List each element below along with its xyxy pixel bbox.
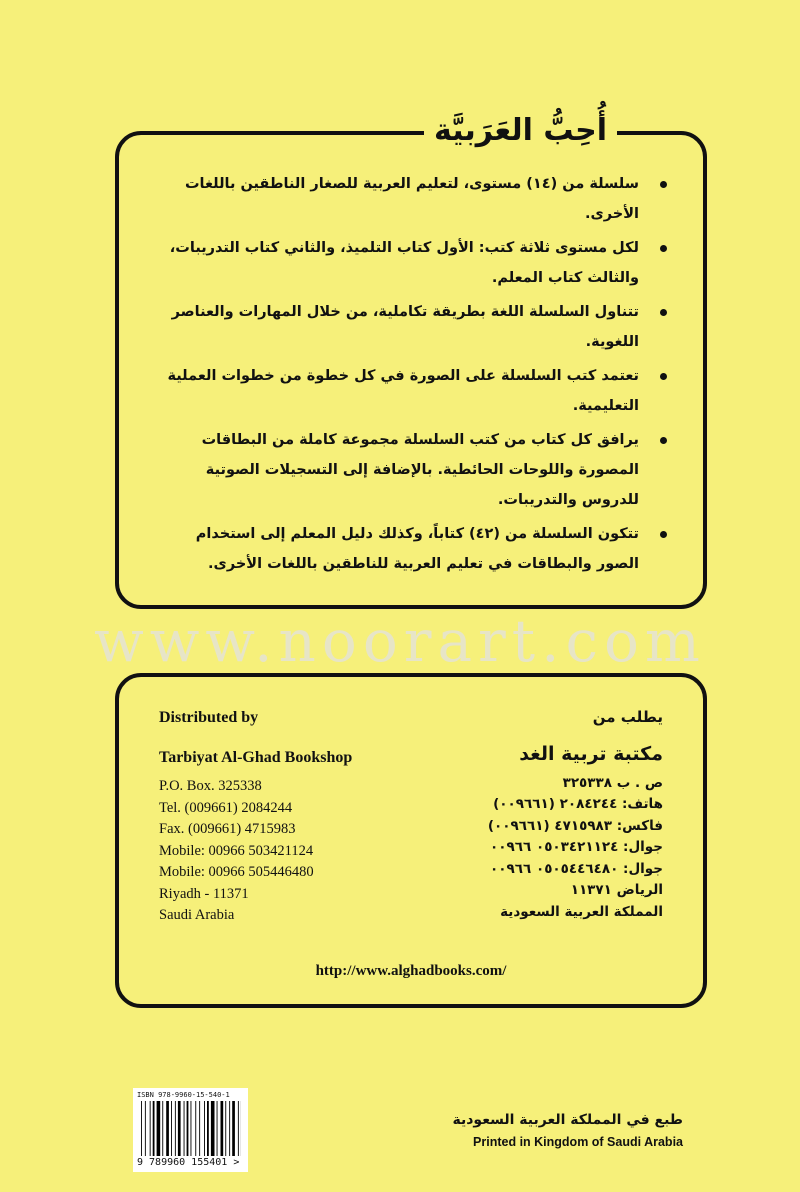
barcode-bar	[187, 1101, 189, 1156]
barcode-bar	[141, 1101, 142, 1156]
distributor-box	[115, 673, 707, 1008]
contact-en	[159, 776, 352, 927]
mobile-en: Mobile: 00966 505446480	[159, 862, 352, 884]
barcode-bar	[225, 1101, 226, 1156]
barcode-bar	[162, 1101, 163, 1156]
distributed-by-label: Distributed by	[159, 707, 352, 729]
feature-item: يرافق كل كتاب من كتب السلسلة مجموعة كاملة من البطاقات المصورة واللوحات الحائطية. بالإضافة إلى التسجيلات الصوتية للدروس والتدريبات.	[149, 425, 673, 515]
barcode-bar	[178, 1101, 181, 1156]
watermark-row	[0, 609, 800, 673]
bookshop-name-en: Tarbiyat Al-Ghad Bookshop	[159, 747, 352, 769]
barcode-bar	[204, 1101, 205, 1156]
barcode-bar	[199, 1101, 200, 1156]
contact-ar	[488, 773, 663, 924]
isbn-text: ISBN 978-9960-15-540-1	[137, 1091, 230, 1099]
back-cover	[115, 131, 707, 1192]
tel-en: Tel. (009661) 2084244	[159, 798, 352, 820]
printed-in-en: Printed in Kingdom of Saudi Arabia	[473, 1132, 683, 1152]
feature-item: تتناول السلسلة اللغة بطريقة تكاملية، من خلال المهارات والعناصر اللغوية.	[149, 297, 673, 357]
fax-ar: فاكس: ٤٧١٥٩٨٣ (٠٠٩٦٦١)	[488, 816, 663, 838]
barcode-bar	[171, 1101, 172, 1156]
tel-ar: هاتف: ٢٠٨٤٢٤٤ (٠٠٩٦٦١)	[488, 794, 663, 816]
barcode-bar	[229, 1101, 230, 1156]
barcode-bar	[211, 1101, 215, 1156]
barcode-bar	[207, 1101, 209, 1156]
barcode-bar	[232, 1101, 235, 1156]
barcode-bar	[184, 1101, 185, 1156]
printed-in	[452, 1108, 707, 1152]
feature-item: لكل مستوى ثلاثة كتب: الأول كتاب التلميذ، والثاني كتاب التدريبات، والثالث كتاب المعلم.	[149, 233, 673, 293]
distributed-by-label-ar: يطلب من	[488, 707, 663, 729]
city-en: Riyadh - 11371	[159, 884, 352, 906]
features-box	[115, 131, 707, 609]
bookshop-name-ar: مكتبة تربية الغد	[488, 741, 663, 767]
printed-in-ar: طبع في المملكة العربية السعودية	[452, 1108, 683, 1132]
barcode-bar	[166, 1101, 169, 1156]
feature-item: تعتمد كتب السلسلة على الصورة في كل خطوة من خطوات العملية التعليمية.	[149, 361, 673, 421]
feature-item: تتكون السلسلة من (٤٢) كتاباً، وكذلك دليل المعلم إلى استخدام الصور والبطاقات في تعليم العربية للناطقين باللغات الأخرى.	[149, 519, 673, 579]
distributor-columns	[159, 707, 663, 927]
contact-column-en	[159, 707, 352, 927]
series-title: أُحِبُّ العَرَبيَّة	[424, 109, 617, 153]
isbn-barcode	[133, 1088, 248, 1172]
barcode-bar	[150, 1101, 151, 1156]
watermark: www.noorart.com	[0, 609, 800, 673]
footer	[115, 1088, 707, 1192]
po-box-ar: ص . ب ٣٢٥٣٣٨	[488, 773, 663, 795]
barcode-number: 9 789960 155401 >	[137, 1157, 239, 1168]
barcode-bar	[221, 1101, 224, 1156]
barcode-bar	[153, 1101, 155, 1156]
city-ar: الرياض ١١٣٧١	[488, 880, 663, 902]
barcode-bar	[195, 1101, 196, 1156]
barcode-bar	[145, 1101, 146, 1156]
barcode-bar	[175, 1101, 176, 1156]
barcode-bar	[238, 1101, 239, 1156]
contact-column-ar	[488, 707, 663, 923]
po-box-en: P.O. Box. 325338	[159, 776, 352, 798]
country-en: Saudi Arabia	[159, 905, 352, 927]
country-ar: المملكة العربية السعودية	[488, 902, 663, 924]
feature-item: سلسلة من (١٤) مستوى، لتعليم العربية للصغار الناطقين باللغات الأخرى.	[149, 169, 673, 229]
mobile-ar: جوال: ٠٥٠٣٤٢١١٢٤ ٠٠٩٦٦	[488, 837, 663, 859]
mobile-en: Mobile: 00966 503421124	[159, 841, 352, 863]
website-link[interactable]: http://www.alghadbooks.com/	[159, 963, 663, 980]
fax-en: Fax. (009661) 4715983	[159, 819, 352, 841]
barcode-bar	[157, 1101, 161, 1156]
barcode-bar	[191, 1101, 192, 1156]
features-list	[149, 169, 673, 579]
barcode-bars	[141, 1101, 241, 1156]
barcode-bar	[217, 1101, 218, 1156]
mobile-ar: جوال: ٠٥٠٥٤٤٦٤٨٠ ٠٠٩٦٦	[488, 859, 663, 881]
